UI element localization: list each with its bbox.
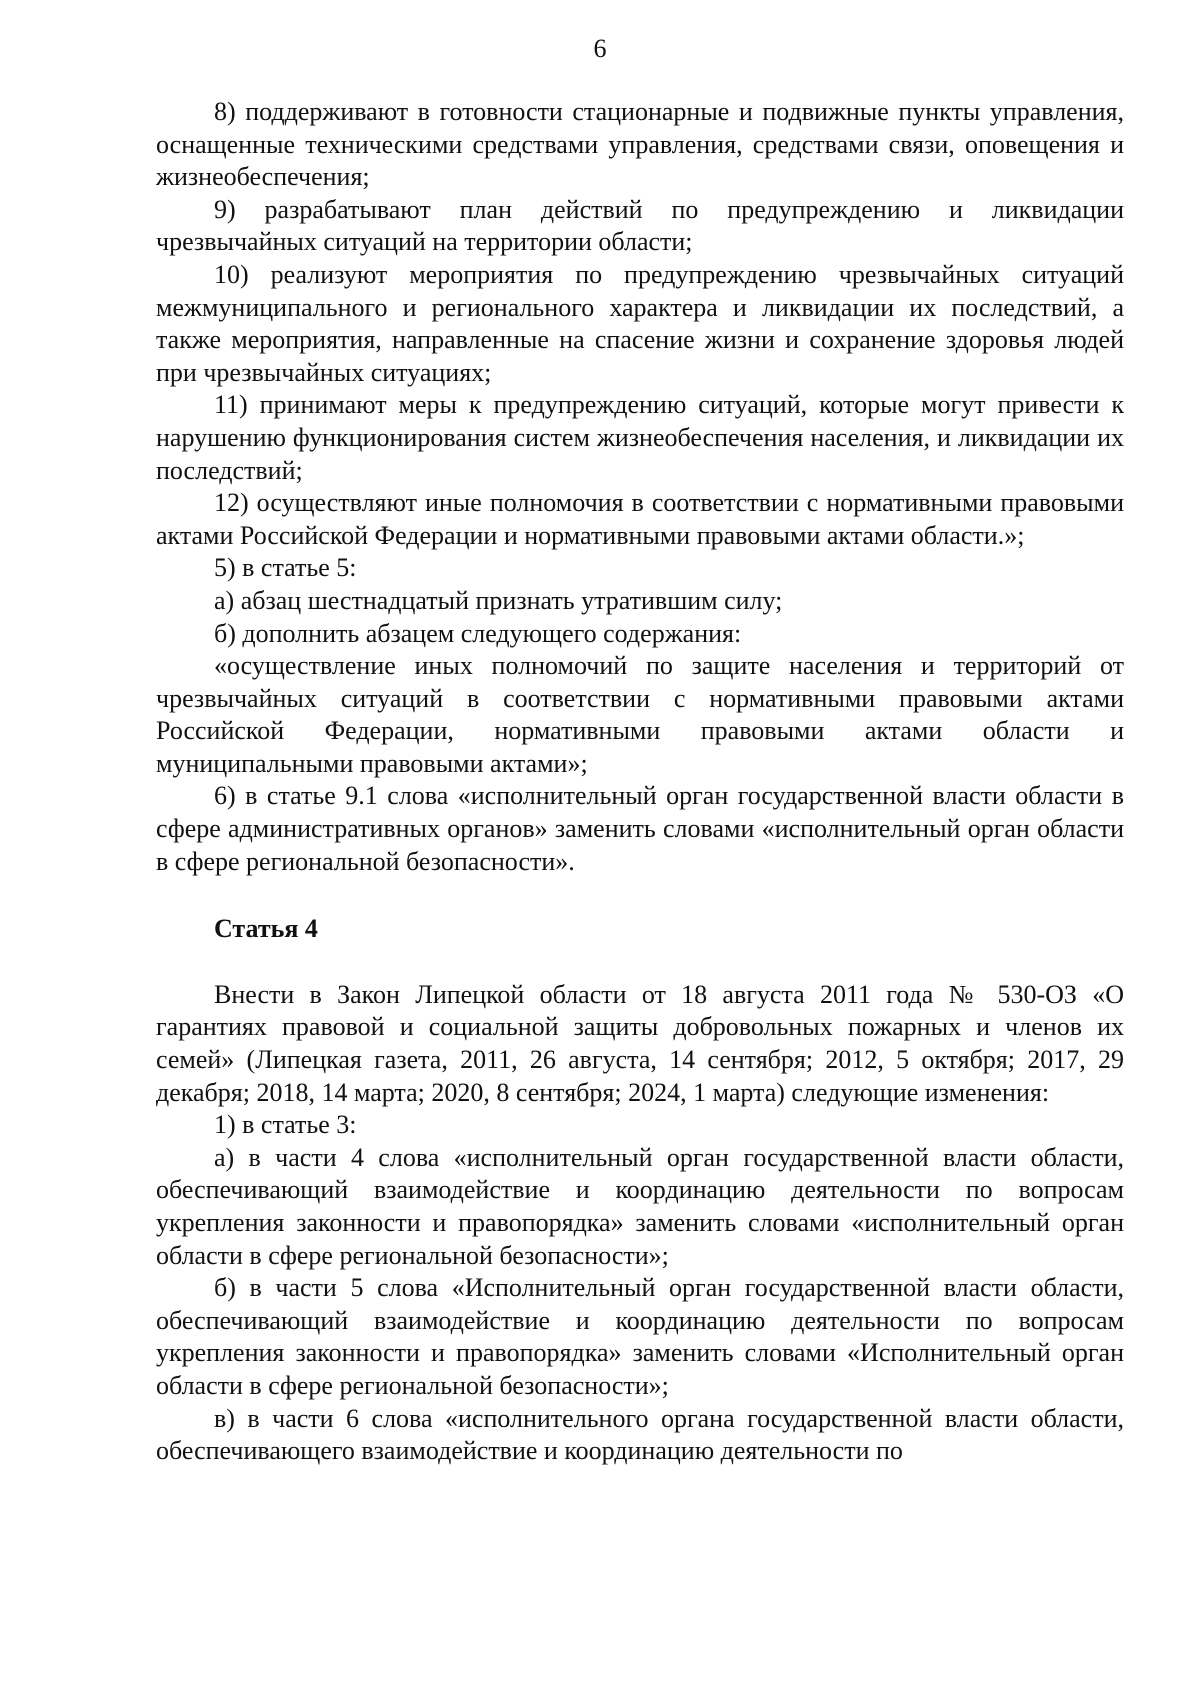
document-body [156, 96, 1124, 1468]
paragraph-item-12: 12) осуществляют иные полномочия в соответствии с нормативными правовыми актами Российской Федерации и нормативными правовыми актами области.»; [156, 488, 1124, 550]
paragraph-point-1: 1) в статье 3: [214, 1110, 357, 1140]
paragraph-subpoint-a: а) абзац шестнадцатый признать утратившим силу; [214, 585, 783, 615]
paragraph-item-9: 9) разрабатывают план действий по предупреждению и ликвидации чрезвычайных ситуаций на территории области; [156, 194, 1124, 257]
paragraph-item-8: 8) поддерживают в готовности стационарные и подвижные пункты управления, оснащенные техническими средствами управления, средствами связи, оповещения и жизнеобеспечения; [156, 97, 1124, 192]
page-number: 6 [593, 34, 607, 63]
paragraph-part-5: б) в части 5 слова «Исполнительный орган государственной власти области, обеспечивающий взаимодействие и координацию деятельности по вопросам укрепления законности и правопорядка» заменить словами «Исполнительный орган области в сфере региональной безопасности»; [156, 1273, 1124, 1400]
paragraph-item-11: 11) принимают меры к предупреждению ситуаций, которые могут привести к нарушению функционирования систем жизнеобеспечения населения, и ликвидации их последствий; [156, 390, 1124, 485]
article-heading: Статья 4 [214, 914, 318, 944]
paragraph-article-intro: Внести в Закон Липецкой области от 18 августа 2011 года № 530-ОЗ «О гарантиях правовой и социальной защиты добровольных пожарных и членов их семей» (Липецкая газета, 2011, 26 августа, 14 сентября; 2012, 5 октября; 2017, 29 декабря; 2018, 14 марта; 2020, 8 сентября; 2024, 1 марта) следующие изменения: [156, 979, 1124, 1107]
paragraph-part-4: а) в части 4 слова «исполнительный орган государственной власти области, обеспечивающий взаимодействие и координацию деятельности по вопросам укрепления законности и правопорядка» заменить словами «исполнительный орган области в сфере региональной безопасности»; [156, 1142, 1124, 1270]
paragraph-subpoint-b: б) дополнить абзацем следующего содержания: [214, 618, 742, 648]
paragraph-quoted-text: «осуществление иных полномочий по защите населения и территорий от чрезвычайных ситуаций в соответствии с нормативными правовыми актами Российской Федерации, нормативными правовыми актами области и муниципальными правовыми актами»; [156, 651, 1124, 778]
paragraph-part-6: в) в части 6 слова «исполнительного органа государственной власти области, обеспечивающего взаимодействие и координацию деятельности по [156, 1403, 1124, 1466]
paragraph-point-5: 5) в статье 5: [214, 553, 357, 583]
paragraph-item-10: 10) реализуют мероприятия по предупреждению чрезвычайных ситуаций межмуниципального и регионального характера и ликвидации их последствий, а также мероприятия, направленные на спасение жизни и сохранение здоровья людей при чрезвычайных ситуациях; [156, 259, 1124, 387]
paragraph-point-6: 6) в статье 9.1 слова «исполнительный орган государственной власти области в сфере административных органов» заменить словами «исполнительный орган области в сфере региональной безопасности». [156, 781, 1124, 876]
